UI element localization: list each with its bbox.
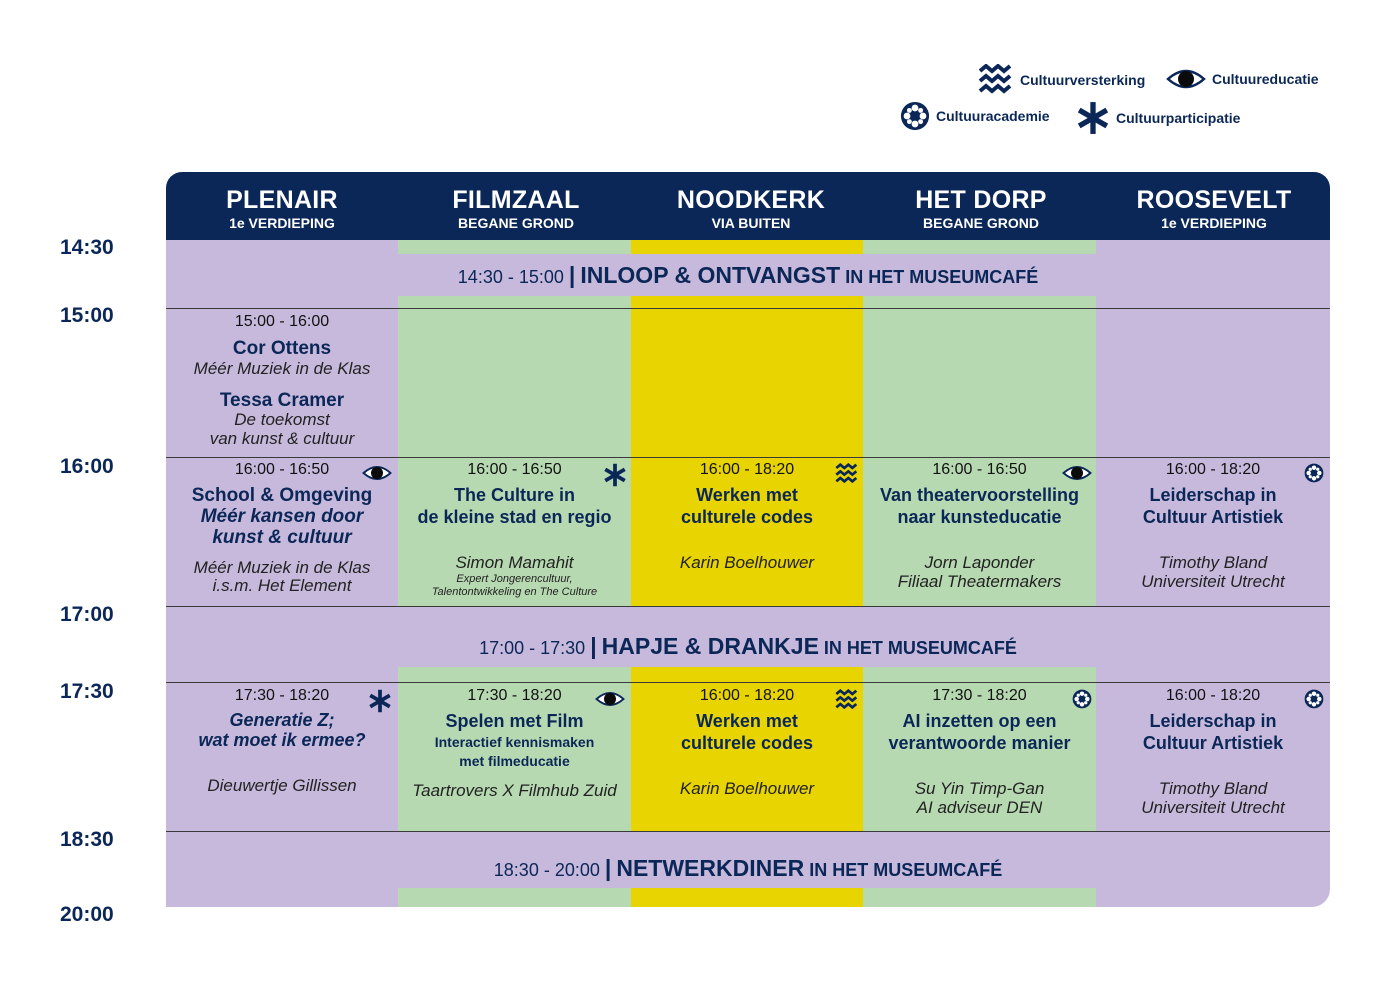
- time-label: 15:00: [60, 304, 114, 327]
- room-floor: BEGANE GROND: [923, 215, 1039, 231]
- legend-item-cultuureducatie: [1166, 67, 1319, 91]
- film-reel-icon: [900, 101, 930, 131]
- room-floor: 1e VERDIEPING: [229, 215, 335, 231]
- asterisk-icon: [368, 689, 392, 713]
- session-spelen-met-film: 17:30 - 18:20 Spelen met Film Interactief kennismaken met filmeducatie Taartrovers X Filmhub Zuid: [398, 687, 631, 800]
- time-label: 17:00: [60, 603, 114, 626]
- session-ai-inzetten: 17:30 - 18:20 AI inzetten op een verantwoorde manier Su Yin Timp-Gan AI adviseur DEN: [863, 687, 1096, 818]
- eye-icon: [1062, 464, 1092, 482]
- legend-label: Cultuuracademie: [936, 108, 1050, 124]
- legend-item-cultuurparticipatie: [1076, 101, 1240, 135]
- time-label: 18:30: [60, 828, 114, 851]
- divider: [166, 308, 1330, 309]
- column-noodkerk: [631, 240, 863, 907]
- eye-icon: [595, 690, 625, 708]
- film-reel-icon: [1304, 689, 1324, 709]
- room-floor: 1e VERDIEPING: [1161, 215, 1267, 231]
- session-leiderschap-1: 16:00 - 18:20 Leiderschap in Cultuur Artistiek Timothy Bland Universiteit Utrecht: [1096, 461, 1330, 592]
- room-name: NOODKERK: [676, 186, 826, 214]
- room-name: HET DORP: [915, 186, 1047, 214]
- session-theatervoorstelling: 16:00 - 16:50 Van theatervoorstelling naar kunsteducatie Jorn Laponder Filiaal Theatermakers: [863, 461, 1096, 592]
- film-reel-icon: [1304, 463, 1324, 483]
- film-reel-icon: [1072, 689, 1092, 709]
- rooms-header: [166, 172, 1330, 240]
- schedule-grid: [166, 172, 1330, 907]
- legend-item-cultuuracademie: [900, 101, 1050, 131]
- room-header-roosevelt: [1098, 172, 1330, 240]
- room-header-plenair: [166, 172, 398, 240]
- asterisk-icon: [603, 463, 627, 487]
- divider: [166, 682, 1330, 683]
- waves-icon: [978, 64, 1014, 96]
- room-header-noodkerk: [635, 172, 867, 240]
- time-label: 16:00: [60, 455, 114, 478]
- room-header-filmzaal: [400, 172, 632, 240]
- session-generatie-z: 17:30 - 18:20 Generatie Z; wat moet ik ermee? Dieuwertje Gillissen: [166, 687, 398, 795]
- legend-label: Cultuurversterking: [1020, 72, 1146, 88]
- session-leiderschap-2: 16:00 - 18:20 Leiderschap in Cultuur Artistiek Timothy Bland Universiteit Utrecht: [1096, 687, 1330, 818]
- session-cor-ottens-tessa-cramer: 15:00 - 16:00 Cor Ottens Méér Muziek in de Klas Tessa Cramer De toekomst van kunst & cultuur: [193, 313, 371, 449]
- legend-item-cultuurversterking: [978, 64, 1145, 96]
- eye-icon: [362, 464, 392, 482]
- legend-label: Cultuureducatie: [1212, 71, 1319, 87]
- room-name: PLENAIR: [226, 186, 338, 214]
- session-werken-met-culturele-codes-2: 16:00 - 18:20 Werken met culturele codes Karin Boelhouwer: [631, 687, 863, 799]
- room-name: FILMZAAL: [452, 186, 580, 214]
- session-school-omgeving: 16:00 - 16:50 School & Omgeving Méér kansen door kunst & cultuur Méér Muziek in de Klas i.s.m. Het Element: [166, 461, 398, 596]
- time-label: 17:30: [60, 680, 114, 703]
- asterisk-icon: [1076, 101, 1110, 135]
- band-netwerkdiner-text: 18:30 - 20:00 | NETWERKDINER IN HET MUSEUMCAFÉ: [493, 855, 1003, 881]
- eye-icon: [1166, 67, 1206, 91]
- session-werken-met-culturele-codes: 16:00 - 18:20 Werken met culturele codes Karin Boelhouwer: [631, 461, 863, 573]
- room-header-hetdorp: [865, 172, 1097, 240]
- band-inloop-text: 14:30 - 15:00 | INLOOP & ONTVANGST IN HET MUSEUMCAFÉ: [457, 262, 1039, 288]
- legend-label: Cultuurparticipatie: [1116, 110, 1241, 126]
- waves-icon: [835, 689, 859, 711]
- session-the-culture: 16:00 - 16:50 The Culture in de kleine stad en regio Simon Mamahit Expert Jongerencultuur, Talentontwikkeling en The Culture: [398, 461, 631, 599]
- time-label: 14:30: [60, 236, 114, 259]
- band-hapje-drankje-text: 17:00 - 17:30 | HAPJE & DRANKJE IN HET MUSEUMCAFÉ: [479, 633, 1017, 659]
- divider: [166, 457, 1330, 458]
- room-floor: VIA BUITEN: [711, 215, 791, 231]
- room-floor: BEGANE GROND: [458, 215, 574, 231]
- waves-icon: [835, 463, 859, 485]
- time-label: 20:00: [60, 903, 114, 926]
- room-name: ROOSEVELT: [1136, 186, 1292, 214]
